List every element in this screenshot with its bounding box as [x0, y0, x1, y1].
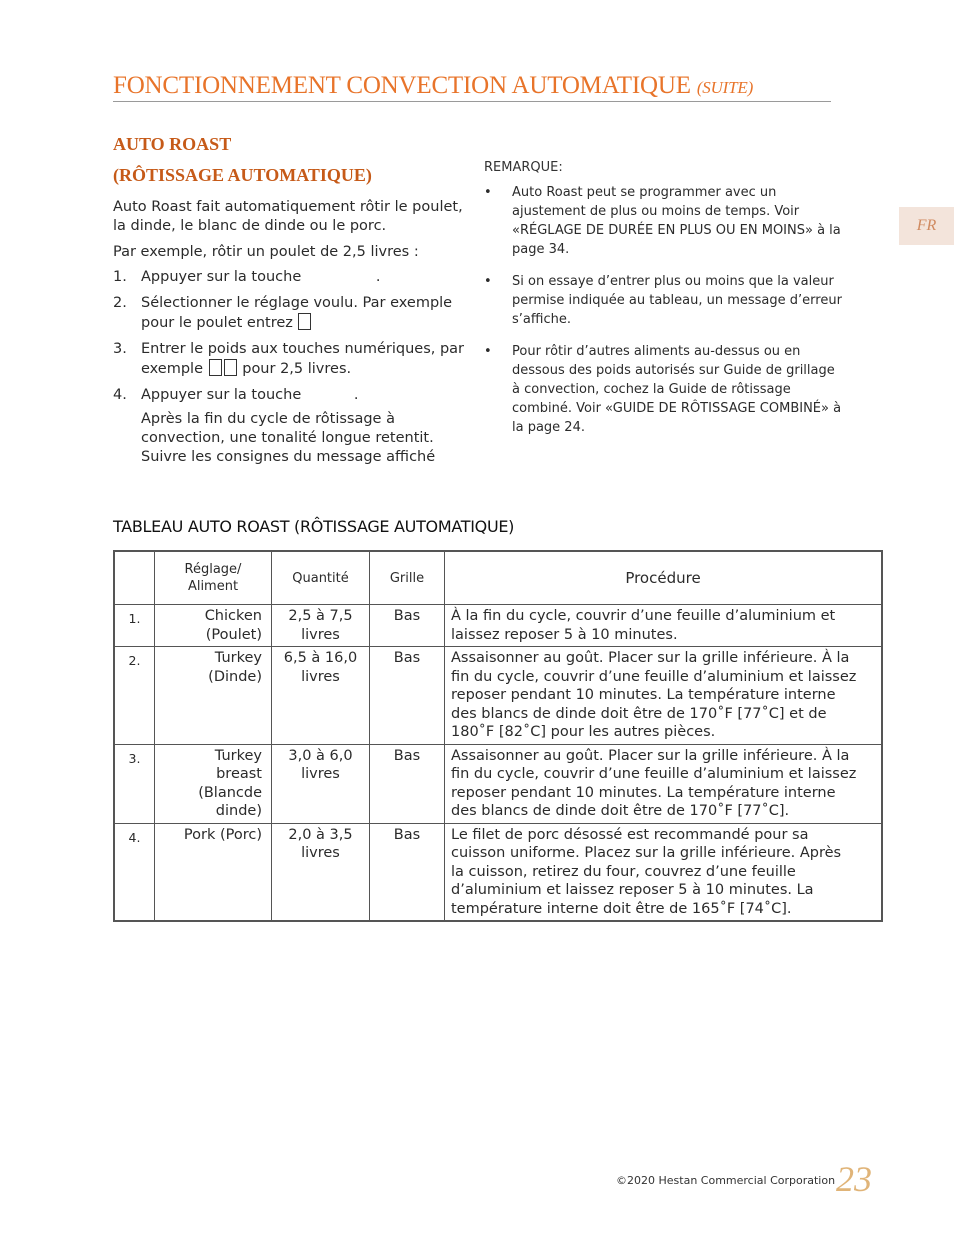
key-placeholder-icon	[209, 359, 222, 376]
quantity-cell: 2,0 à 3,5 livres	[272, 823, 370, 921]
step-text: Entrer le poids aux touches numériques, par exemple	[141, 341, 465, 377]
bullet-icon: •	[484, 185, 492, 200]
key-placeholder-icon	[224, 359, 237, 376]
food-cell: Turkey (Dinde)	[155, 647, 272, 745]
remark-text: Pour rôtir d’autres aliments au-dessus ou en dessous des poids autorisés sur Guide de grillage à convection, cochez la Guide de rôtissage combiné. Voir «GUIDE DE RÔTISSAGE COMBINÉ» à la page 24.	[512, 344, 842, 435]
intro-paragraph: Auto Roast fait automatiquement rôtir le poulet, la dinde, le blanc de dinde ou le porc.	[113, 199, 463, 234]
table-header-row	[114, 551, 882, 605]
procedure-cell: Assaisonner au goût. Placer sur la grille inférieure. À la fin du cycle, couvrir d’une feuille d’aluminium et laissez reposer pendant 10 minutes. La température interne des blancs de dinde doit être de 170˚F [77˚C].	[445, 744, 883, 823]
remark-item	[484, 183, 844, 259]
step-item	[113, 340, 473, 379]
step-item	[113, 386, 473, 405]
remark-list	[484, 183, 844, 450]
rack-cell: Bas	[370, 823, 445, 921]
page-number: 23	[836, 1159, 872, 1199]
quantity-cell: 3,0 à 6,0 livres	[272, 744, 370, 823]
food-cell: Turkey breast (Blancde dinde)	[155, 744, 272, 823]
header-rack-label: Grille	[389, 570, 425, 586]
procedure-cell: Le filet de porc désossé est recommandé pour sa cuisson uniforme. Placez sur la grille inférieure. Après la cuisson, retirez du four, couvrez d’une feuille d’aluminium et laissez reposer 5 à 10 minutes. La température interne doit être de 165˚F [74˚C].	[445, 823, 883, 921]
auto-roast-table	[113, 550, 883, 922]
quantity-cell: 2,5 à 7,5 livres	[272, 605, 370, 647]
step-item	[113, 268, 473, 287]
remark-item	[484, 342, 844, 437]
table-row	[114, 647, 882, 745]
footer-copyright: ©2020 Hestan Commercial Corporation	[616, 1174, 836, 1187]
step-text: Appuyer sur la touche	[141, 269, 302, 285]
section-heading-rotissage: (RÔTISSAGE AUTOMATIQUE)	[113, 165, 372, 185]
header-quantity-label: Quantité	[292, 570, 349, 586]
row-number-cell: 3.	[114, 744, 155, 823]
table-body	[114, 605, 882, 922]
remark-text: Si on essaye d’entrer plus ou moins que la valeur permise indiquée au tableau, un message d’erreur s’affiche.	[512, 274, 842, 327]
step-number: 2.	[113, 295, 127, 311]
language-tab[interactable]: FR	[899, 207, 954, 245]
bullet-icon: •	[484, 274, 492, 289]
food-cell: Chicken (Poulet)	[155, 605, 272, 647]
after-cycle-paragraph: Après la fin du cycle de rôtissage à convection, une tonalité longue retentit. Suivre les consignes du message affiché	[141, 411, 436, 465]
page-title-suffix: (SUITE)	[696, 78, 754, 97]
header-procedure-label: Procédure	[625, 568, 701, 587]
step-text: Sélectionner le réglage voulu. Par exemple pour le poulet entrez	[141, 295, 453, 331]
header-cell-num	[114, 551, 155, 605]
table-row	[114, 605, 882, 647]
step-item	[113, 294, 473, 333]
food-cell: Pork (Porc)	[155, 823, 272, 921]
header-cell-setting	[155, 551, 272, 605]
page-title	[113, 72, 831, 102]
step-after: .	[353, 387, 359, 403]
remark-text: Auto Roast peut se programmer avec un ajustement de plus ou moins de temps. Voir «RÉGLAGE DE DURÉE EN PLUS OU EN MOINS» à la page 34.	[512, 185, 841, 257]
page-title-text: FONCTIONNEMENT CONVECTION AUTOMATIQUE	[113, 72, 691, 99]
step-number: 1.	[113, 269, 127, 285]
remark-item	[484, 272, 844, 329]
table-row	[114, 744, 882, 823]
steps-list	[113, 268, 473, 412]
step-text: Appuyer sur la touche	[141, 387, 302, 403]
table-row	[114, 823, 882, 921]
step-number: 3.	[113, 341, 127, 357]
step-after: .	[375, 269, 381, 285]
step-after: pour 2,5 livres.	[242, 361, 352, 377]
row-number-cell: 4.	[114, 823, 155, 921]
procedure-cell: Assaisonner au goût. Placer sur la grille inférieure. À la fin du cycle, couvrir d’une feuille d’aluminium et laissez reposer pendant 10 minutes. La température interne des blancs de dinde doit être de 170˚F [77˚C] et de 180˚F [82˚C] pour les autres pièces.	[445, 647, 883, 745]
procedure-cell: À la fin du cycle, couvrir d’une feuille d’aluminium et laissez reposer 5 à 10 minutes.	[445, 605, 883, 647]
row-number-cell: 1.	[114, 605, 155, 647]
row-number-cell: 2.	[114, 647, 155, 745]
step-number: 4.	[113, 387, 127, 403]
rack-cell: Bas	[370, 605, 445, 647]
rack-cell: Bas	[370, 744, 445, 823]
key-placeholder-icon	[298, 313, 311, 330]
remark-title: REMARQUE:	[484, 160, 563, 175]
section-heading-auto-roast: AUTO ROAST	[113, 134, 232, 154]
header-setting-label: Réglage/ Aliment	[184, 562, 242, 594]
quantity-cell: 6,5 à 16,0 livres	[272, 647, 370, 745]
rack-cell: Bas	[370, 647, 445, 745]
header-cell-procedure	[445, 551, 883, 605]
table-title: TABLEAU AUTO ROAST (RÔTISSAGE AUTOMATIQUE)	[113, 517, 515, 536]
bullet-icon: •	[484, 344, 492, 359]
header-cell-quantity	[272, 551, 370, 605]
example-paragraph: Par exemple, rôtir un poulet de 2,5 livres :	[113, 244, 419, 260]
header-cell-rack	[370, 551, 445, 605]
